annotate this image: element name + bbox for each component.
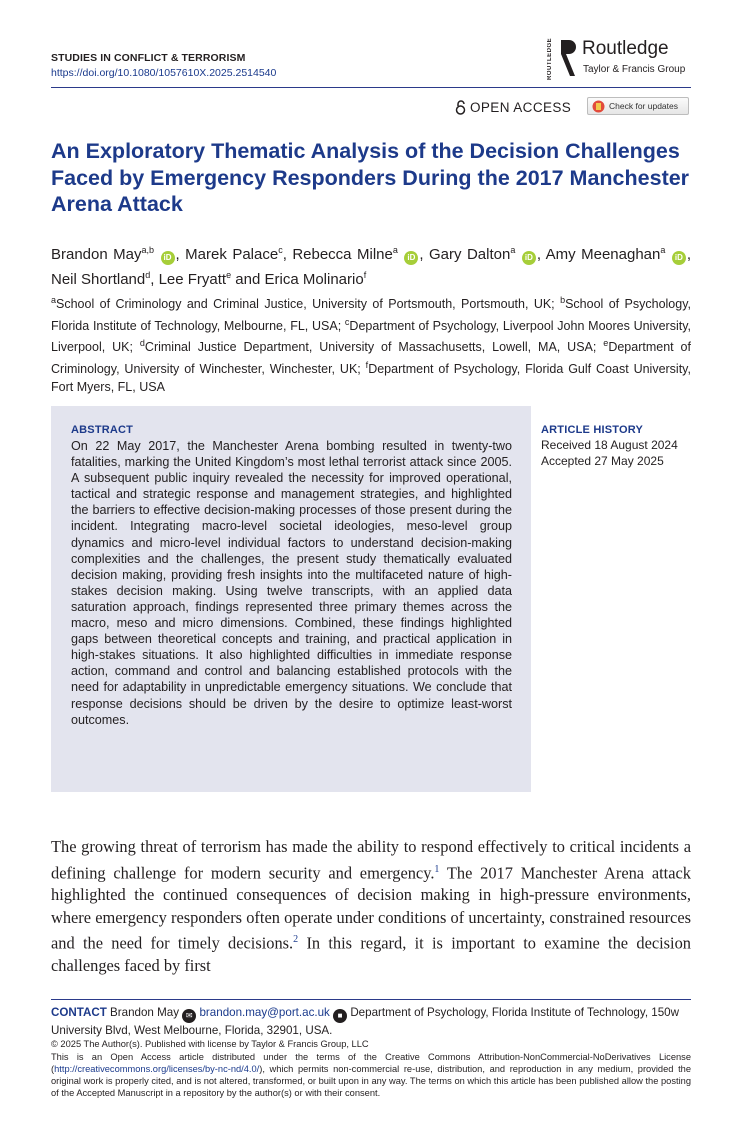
author-name[interactable]: , Gary Dalton xyxy=(419,246,511,263)
author-name[interactable]: , Rebecca Milne xyxy=(282,246,393,263)
affiliation: Department of Psychology, Liverpool John Moores University, Liverpool, UK; xyxy=(51,318,691,355)
body-text: In this regard, it is important to examine the decision challenges faced by first xyxy=(51,933,691,976)
email-link[interactable]: brandon.may@port.ac.uk xyxy=(199,1006,330,1019)
body-text: The 2017 Manchester Arena attack highlighted the continued consequences of decision making in high-pressure environments, where emergency responders often operate under conditions of uncertainty, constrained resources and the need for timely decisions. xyxy=(51,862,691,953)
orcid-icon[interactable]: iD xyxy=(404,251,418,265)
journal-name: STUDIES IN CONFLICT & TERRORISM xyxy=(51,52,246,64)
body-text: The growing threat of terrorism has made the ability to respond effectively to critical incidents a defining challenge for modern security and emergency. xyxy=(51,837,691,882)
orcid-icon[interactable]: iD xyxy=(161,251,175,265)
publisher-subtitle: Taylor & Francis Group xyxy=(583,64,686,75)
license-part: ), which permits non-commercial re-use, distribution, and reproduction in any medium, provided the original work is properly cited, and is not altered, transformed, or built upon in any way. The terms on which this article has been published allow the posting of the Accepted Manuscript in a repository by the author(s) or with their consent. xyxy=(51,1064,691,1098)
contact-name: Brandon May xyxy=(110,1006,180,1019)
check-updates-label: Check for updates xyxy=(609,101,678,111)
author-list xyxy=(51,240,691,290)
address-icon: ■ xyxy=(333,1009,347,1023)
email-icon: ✉ xyxy=(182,1009,196,1023)
author-name[interactable]: , Lee Fryatt xyxy=(150,271,227,288)
contact-info xyxy=(51,1005,691,1039)
author-affil-sup: a xyxy=(660,245,666,255)
article-history-heading: ARTICLE HISTORY xyxy=(541,424,644,436)
doi-link[interactable]: https://doi.org/10.1080/1057610X.2025.2514540 xyxy=(51,67,277,79)
open-access-badge xyxy=(455,100,571,115)
body-paragraph xyxy=(51,836,691,978)
license-part: This is an Open Access article distributed under the terms of the Creative Commons Attribution-NonCommercial-NoDerivatives License ( xyxy=(51,1052,691,1074)
copyright: © 2025 The Author(s). Published with license by Taylor & Francis Group, LLC xyxy=(51,1039,369,1049)
orcid-icon[interactable]: iD xyxy=(672,251,686,265)
author-name[interactable]: , Neil Shortland xyxy=(51,246,692,288)
routledge-logo-icon xyxy=(558,38,578,78)
open-access-label: OPEN ACCESS xyxy=(470,100,572,115)
author-affil-sup: a xyxy=(392,245,398,255)
author-affil-sup: c xyxy=(278,245,283,255)
affiliation: School of Psychology, Florida Institute of Technology, Melbourne, FL, USA; xyxy=(51,297,691,333)
article-title: An Exploratory Thematic Analysis of the Decision Challenges Faced by Emergency Responders During the 2017 Manchester Arena Attack xyxy=(51,139,690,216)
author-affil-sup: a,b xyxy=(141,245,155,255)
author-affil-sup: a xyxy=(510,245,516,255)
license-link[interactable]: http://creativecommons.org/licenses/by-nc-nd/4.0/ xyxy=(54,1064,260,1074)
footer-divider xyxy=(51,999,691,1000)
received-date: Received 18 August 2024 xyxy=(541,438,678,452)
accepted-date: Accepted 27 May 2025 xyxy=(541,454,664,468)
author-affil-sup: f xyxy=(363,270,367,280)
author-name[interactable]: and Erica Molinario xyxy=(231,271,364,288)
author-affil-sup: d xyxy=(145,270,151,280)
reference-link[interactable]: 1 xyxy=(434,863,440,875)
license-text xyxy=(51,1051,691,1099)
author-name[interactable]: , Marek Palace xyxy=(175,246,279,263)
check-updates-icon xyxy=(592,100,605,113)
author-affil-sup: e xyxy=(226,270,232,280)
affiliation: Department of Psychology, Florida Gulf Coast University, Fort Myers, FL, USA xyxy=(51,362,691,394)
abstract-heading: ABSTRACT xyxy=(71,424,134,436)
affiliation: School of Criminology and Criminal Justice, University of Portsmouth, Portsmouth, UK; xyxy=(56,297,561,312)
orcid-icon[interactable]: iD xyxy=(522,251,536,265)
publisher-vertical-text: ROUTLEDGE xyxy=(547,37,553,80)
contact-label: CONTACT xyxy=(51,1006,107,1019)
open-lock-icon xyxy=(455,100,466,115)
author-name[interactable]: , Amy Meenaghan xyxy=(536,246,661,263)
contact-address: Department of Psychology, Florida Institute of Technology, 150w University Blvd, West Melbourne, Florida, 32901, USA. xyxy=(51,1006,679,1037)
abstract-text: On 22 May 2017, the Manchester Arena bombing resulted in twenty-two fatalities, marking the United Kingdom’s most lethal terrorist attack since 2005. A subsequent public inquiry revealed the necessity for improved operational, tactical and strategic response and management strategies, and highlighted the barriers to effective decision-making processes of those present during the incident. Integrating macro-level societal ideologies, meso-level group dynamics and micro-level individual factors to understand decision-making complexities and the challenges, the present study thematically evaluated decision making, providing fresh insights into the multifaceted nature of high-stakes decision making. Using twelve transcripts, with an applied data saturation approach, findings represented three primary themes across the macro, meso and micro dimensions. Combined, these findings highlighted gaps between theoretical concepts and training, and practical application in high-stakes situations. It also highlighted difficulties in immediate response action, command and control and balancing established protocols with the need for adaptability in unpredictable emergency situations. We conclude that response decisions should be driven by the desire to optimize least-worst outcomes. xyxy=(71,439,512,727)
publisher-name: Routledge xyxy=(582,38,669,59)
affiliation: Department of Criminology, University of Winchester, Winchester, UK; xyxy=(51,340,691,377)
header-divider xyxy=(51,87,691,88)
reference-link[interactable]: 2 xyxy=(293,934,299,946)
check-for-updates-button[interactable] xyxy=(587,97,689,115)
affiliations: $^a$School of Criminology and Criminal Justice, University of Portsmouth, Portsmouth, UK; $^b$School of Psychology, Florida Institute of Technology, Melbourne, FL, USA; $^c$Department of Psychology, Liverpool John Moores University, Liverpool, UK; $^d$Criminal Justice Department, University of Massachusetts, Lowell, MA, USA; $^e$Department of Criminology, University of Winchester, Winchester, UK; $^f$Department of Psychology, Florida Gulf Coast University, Fort Myers, FL, USA xyxy=(51,295,691,394)
affiliation: Criminal Justice Department, University of Massachusetts, Lowell, MA, USA; xyxy=(144,340,604,355)
author-name[interactable]: Brandon May xyxy=(51,246,142,263)
